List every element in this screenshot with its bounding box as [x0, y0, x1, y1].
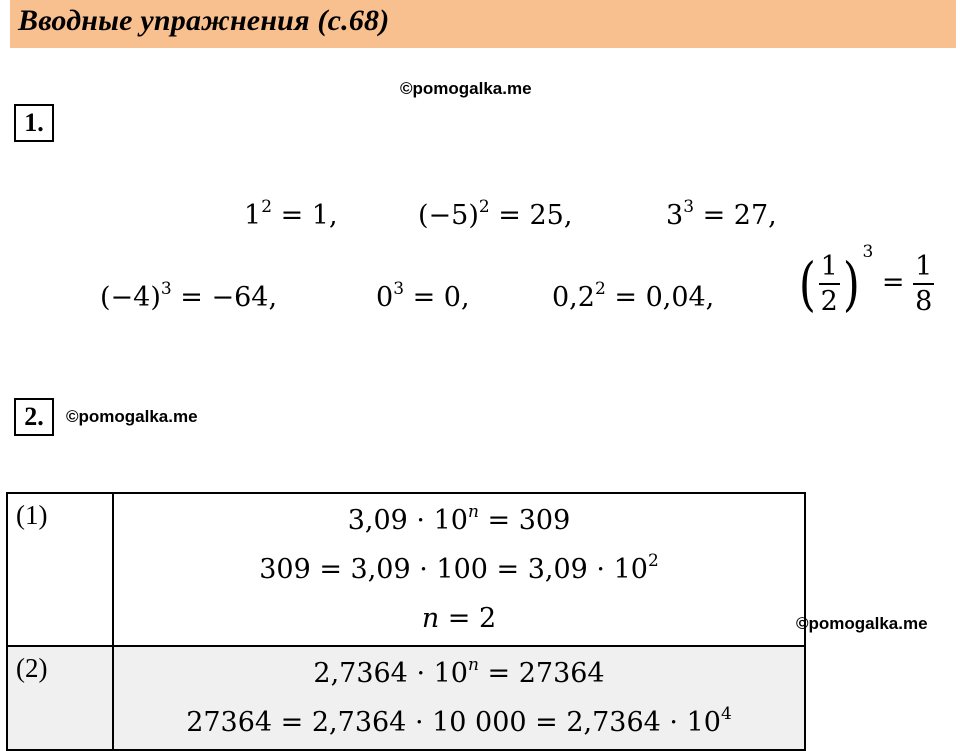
row-label: (2): [7, 646, 113, 750]
fraction: $\frac{1}{2}$: [820, 250, 838, 317]
equation: $(-4)^3 = -64$,: [100, 279, 278, 313]
row-content: [113, 646, 805, 750]
equation: 27364 = 2,7364 · 10 $000 = 2,7364 \cdot 10^4$: [186, 704, 732, 738]
watermark: ©pomogalka.me: [66, 407, 198, 426]
equation: $0,2^2 = 0,04$,: [552, 279, 715, 313]
row-content: [113, 493, 805, 646]
task-number-1: 1.: [14, 104, 54, 142]
equation: $3,09 \cdot 10^n = 309$: [347, 502, 571, 536]
task-number-2: 2.: [14, 398, 54, 436]
table-row: [7, 646, 805, 750]
fraction-equation: ( $\frac{1}{2}$ ) $^3$ = $\frac{1}{8}$: [798, 242, 933, 318]
solution-table: [6, 492, 806, 751]
section-title: Вводные упражнения (с.68): [18, 4, 390, 37]
watermark: ©pomogalka.me: [400, 79, 532, 98]
fraction: $\frac{1}{8}$: [915, 250, 933, 317]
equation: $3^3 = 27$,: [666, 197, 777, 231]
equation: $1^2 = 1$,: [244, 197, 338, 231]
equation: $309 = 3,09 \cdot 100 = 3,09 \cdot 10^2$: [259, 551, 659, 585]
equation: n = 2: [421, 603, 497, 634]
equation: $0^3 = 0$,: [376, 279, 470, 313]
equation: $(-5)^2 = 25$,: [418, 197, 573, 231]
watermark: ©pomogalka.me: [796, 614, 928, 633]
section-header: [10, 0, 956, 48]
table-row: [7, 493, 805, 646]
equation: $2,7364 \cdot 10^n = 27364$: [313, 655, 605, 689]
row-label: (1): [7, 493, 113, 646]
